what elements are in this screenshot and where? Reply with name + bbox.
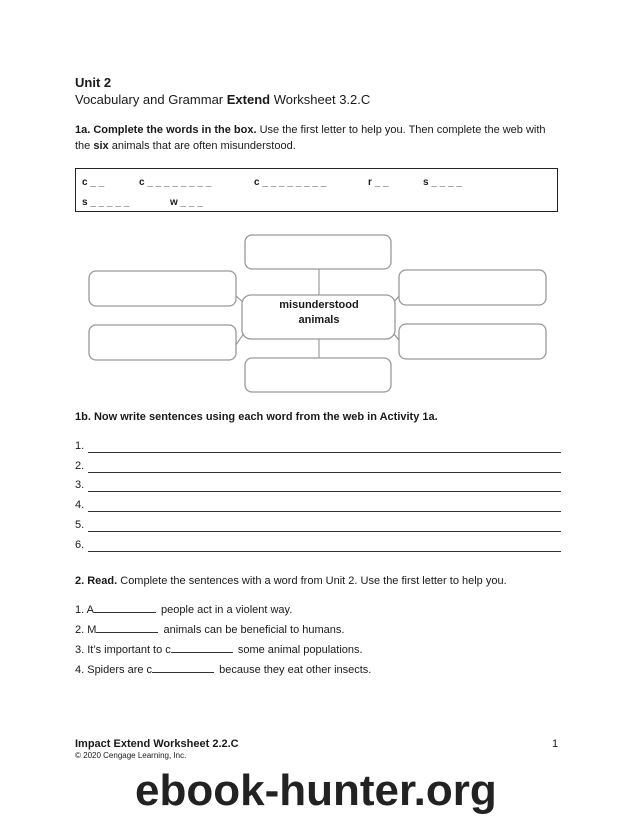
sentence-line-6[interactable] xyxy=(75,539,561,553)
sentence-number: 4. xyxy=(75,499,85,511)
web-center-line-1: misunderstood xyxy=(279,299,359,311)
answer-blank[interactable] xyxy=(96,623,158,633)
web-box-right-bottom[interactable] xyxy=(399,324,546,359)
footer-title: Impact Extend Worksheet 2.2.C xyxy=(75,738,239,750)
word-clue-4: r _ _ xyxy=(368,177,389,188)
web-center-label xyxy=(244,298,394,328)
writing-line xyxy=(88,551,561,552)
writing-line xyxy=(88,511,561,512)
word-clue-2: c _ _ _ _ _ _ _ _ xyxy=(139,177,212,188)
word-clue-7: w _ _ _ xyxy=(170,197,203,208)
sentence-line-4[interactable] xyxy=(75,499,561,513)
item-suffix: some animal populations. xyxy=(234,644,363,656)
activity-1a-text-2: animals that are often misunderstood. xyxy=(108,140,296,152)
web-box-bottom[interactable] xyxy=(245,358,391,392)
footer-copyright: © 2020 Cengage Learning, Inc. xyxy=(75,751,187,760)
item-prefix: 2. M xyxy=(75,624,97,636)
subtitle-post: Worksheet 3.2.C xyxy=(270,92,371,107)
item-prefix: 1. A xyxy=(75,604,94,616)
writing-line xyxy=(88,452,561,453)
word-clue-5: s _ _ _ _ xyxy=(423,177,462,188)
sentence-line-5[interactable] xyxy=(75,519,561,533)
sentence-line-1[interactable] xyxy=(75,440,561,454)
unit-title: Unit 2 xyxy=(75,75,112,90)
item-suffix: people act in a violent way. xyxy=(157,604,293,616)
subtitle-bold: Extend xyxy=(226,92,271,107)
item-prefix: 4. Spiders are c xyxy=(75,664,153,676)
item-prefix: 3. It’s important to c xyxy=(75,644,171,656)
activity-1a-text-1: Use the first letter to help you. Then complete the web with the xyxy=(75,124,546,152)
activity-2-item-4 xyxy=(75,663,371,676)
activity-2-item-1 xyxy=(75,603,292,616)
sentence-line-2[interactable] xyxy=(75,460,561,474)
web-box-left-bottom[interactable] xyxy=(89,325,236,360)
word-clue-3: c _ _ _ _ _ _ _ _ xyxy=(254,177,327,188)
writing-line xyxy=(88,531,561,532)
word-clue-1: c _ _ xyxy=(82,177,105,188)
page-number: 1 xyxy=(552,738,559,750)
activity-1b-heading: 1b. Now write sentences using each word from the web in Activity 1a. xyxy=(75,411,438,423)
activity-1a-bold-word: six xyxy=(93,140,109,152)
answer-blank[interactable] xyxy=(171,643,233,653)
sentence-number: 6. xyxy=(75,539,85,551)
web-box-right-top[interactable] xyxy=(399,270,546,305)
sentence-number: 5. xyxy=(75,519,85,531)
word-clue-6: s _ _ _ _ _ xyxy=(82,197,130,208)
answer-blank[interactable] xyxy=(94,603,156,613)
sentence-number: 1. xyxy=(75,440,85,452)
subtitle-pre: Vocabulary and Grammar xyxy=(75,92,227,107)
web-box-left-top[interactable] xyxy=(89,271,236,306)
item-suffix: because they eat other insects. xyxy=(216,664,372,676)
sentence-number: 3. xyxy=(75,479,85,491)
writing-line xyxy=(88,472,561,473)
activity-2-instructions xyxy=(75,573,555,589)
web-center-line-2: animals xyxy=(298,314,340,326)
activity-2-heading: 2. Read. xyxy=(75,575,118,587)
activity-2-item-3 xyxy=(75,643,363,656)
sentence-number: 2. xyxy=(75,460,85,472)
activity-1a-heading: 1a. Complete the words in the box. xyxy=(75,124,257,136)
answer-blank[interactable] xyxy=(152,663,214,673)
watermark: ebook-hunter.org xyxy=(135,766,497,815)
activity-2-text: Complete the sentences with a word from Unit 2. Use the first letter to help you. xyxy=(117,575,507,587)
item-suffix: animals can be beneficial to humans. xyxy=(160,624,345,636)
web-box-top[interactable] xyxy=(245,235,391,269)
writing-line xyxy=(88,491,561,492)
activity-2-item-2 xyxy=(75,623,344,636)
sentence-line-3[interactable] xyxy=(75,479,561,493)
